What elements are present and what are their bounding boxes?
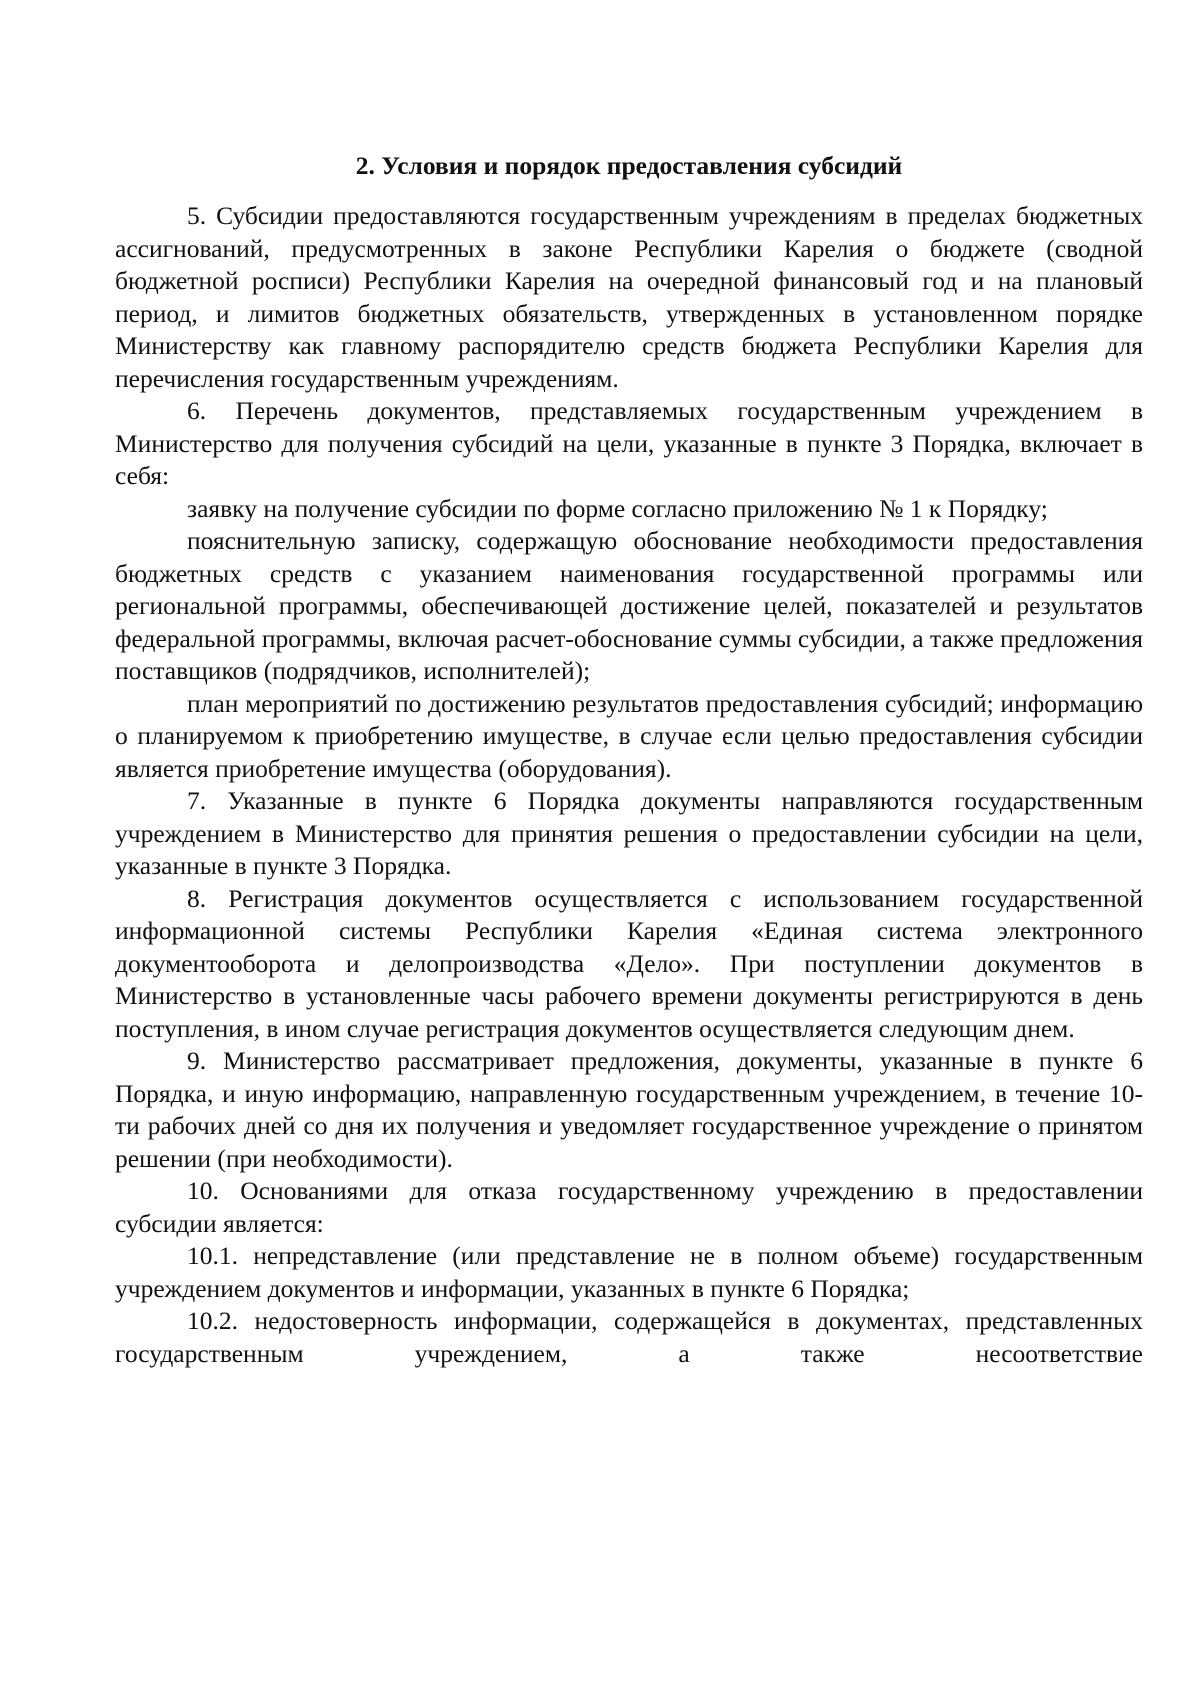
paragraph-10: 10. Основаниями для отказа государственному учреждению в предоставлении субсидии является: — [115, 1176, 1143, 1238]
paragraph-10-2: 10.2. недостоверность информации, содержащейся в документах, представленных государственным учреждением, а также несоответствие — [115, 1306, 1143, 1368]
paragraph-5: 5. Субсидии предоставляются государственным учреждениям в пределах бюджетных ассигнований, предусмотренных в законе Республики Карелия о бюджете (сводной бюджетной росписи) Республики Карелия на очередной финансовый год и на плановый период, и лимитов бюджетных обязательств, утвержденных в установленном порядке Министерству как главному распорядителю средств бюджета Республики Карелия для перечисления государственным учреждениям. — [115, 201, 1143, 393]
paragraph-6: 6. Перечень документов, представляемых государственным учреждением в Министерство для получения субсидий на цели, указанные в пункте 3 Порядка, включает в себя: — [115, 396, 1143, 490]
paragraph-7: 7. Указанные в пункте 6 Порядка документы направляются государственным учреждением в Министерство для принятия решения о предоставлении субсидии на цели, указанные в пункте 3 Порядка. — [115, 786, 1143, 880]
section-heading: 2. Условия и порядок предоставления субсидий — [355, 151, 903, 180]
paragraph-9: 9. Министерство рассматривает предложения, документы, указанные в пункте 6 Порядка, и иную информацию, направленную государственным учреждением, в течение 10-ти рабочих дней со дня их получения и уведомляет государственное учреждение о принятом решении (при необходимости). — [115, 1046, 1143, 1173]
paragraph-10-1: 10.1. непредставление (или представление не в полном объеме) государственным учреждением документов и информации, указанных в пункте 6 Порядка; — [115, 1241, 1143, 1303]
paragraph-6-item-action-plan: план мероприятий по достижению результатов предоставления субсидий; информацию о планируемом к приобретению имуществе, в случае если целью предоставления субсидии является приобретение имущества (оборудования). — [115, 688, 1143, 783]
paragraph-8: 8. Регистрация документов осуществляется с использованием государственной информационной системы Республики Карелия «Единая система электронного документооборота и делопроизводства «Дело». При поступлении документов в Министерство в установленные часы рабочего времени документы регистрируются в день поступления, в ином случае регистрация документов осуществляется следующим днем. — [115, 883, 1143, 1043]
document-body — [115, 150, 1143, 1370]
paragraph-6-item-explanatory-note: пояснительную записку, содержащую обоснование необходимости предоставления бюджетных средств с указанием наименования государственной программы или региональной программы, обеспечивающей достижение целей, показателей и результатов федеральной программы, включая расчет-обоснование суммы субсидии, а также предложения поставщиков (подрядчиков, исполнителей); — [115, 526, 1143, 685]
paragraph-6-item-application: заявку на получение субсидии по форме согласно приложению № 1 к Порядку; — [187, 493, 1048, 523]
